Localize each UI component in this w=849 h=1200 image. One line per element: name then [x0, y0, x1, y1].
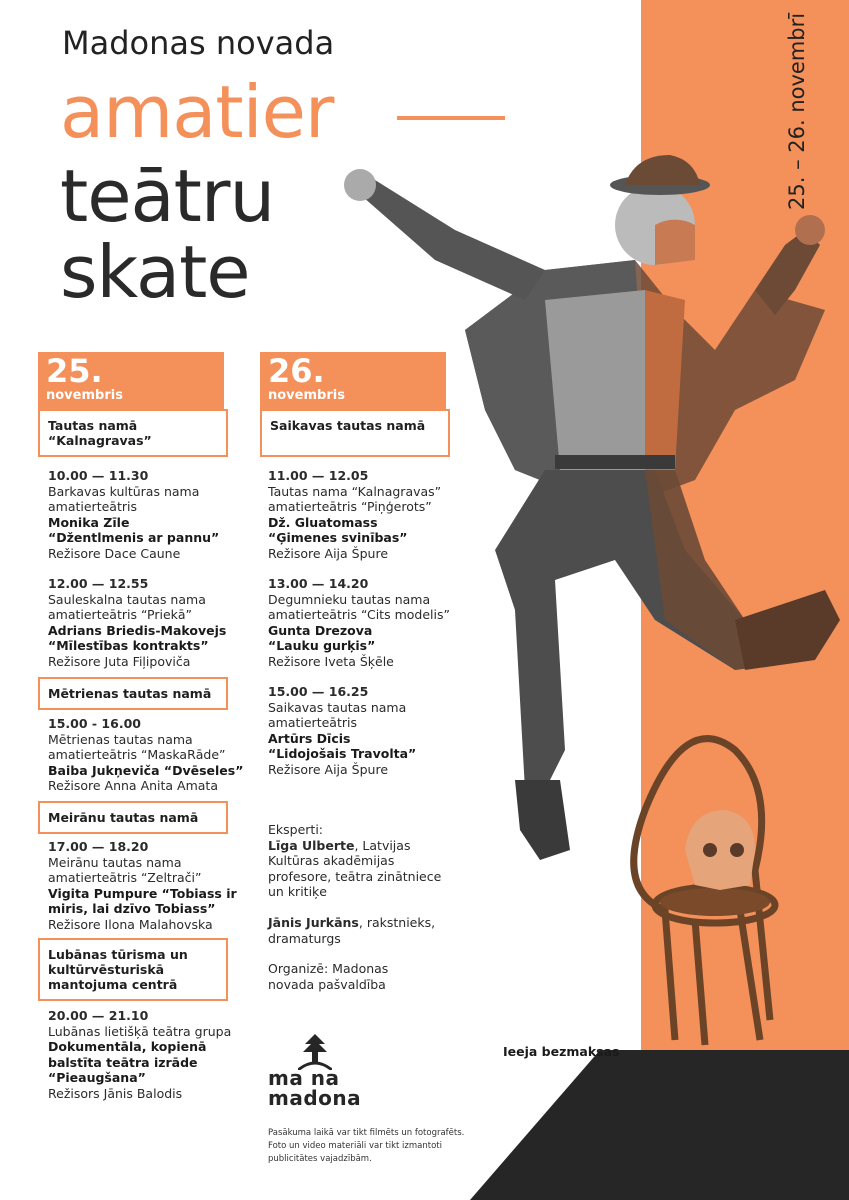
expert-title: profesore, teātra zinātniece [268, 868, 442, 884]
event-play: “Lauku gurķis” [268, 638, 376, 654]
expert-title: , rakstnieks, [358, 914, 436, 930]
experts-label: Eksperti: [268, 822, 323, 837]
event-time: 13.00 — 14.20 [268, 576, 369, 591]
event-director: Režisore Aija Špure [268, 545, 389, 561]
venue-label: Mētrienas tautas namā [48, 686, 212, 701]
event-director: Režisore Iveta Šķēle [268, 653, 394, 669]
event-play: “Lidojošais Travolta” [268, 746, 417, 762]
dark-wedge [470, 1050, 600, 1200]
event-line: amatierteātris [268, 715, 357, 731]
date-range-vertical: 25. – 26. novembrī [785, 12, 809, 210]
expert-title: , Latvijas [354, 837, 411, 853]
event-time: 15.00 - 16.00 [48, 716, 141, 731]
event-play: miris, lai dzīvo Tobiass” [48, 901, 216, 917]
expert-name: Līga Ulberte [268, 837, 355, 853]
event-line: Degumnieku tautas nama [268, 591, 431, 607]
venue-lubanas [38, 938, 228, 1001]
day1-header [38, 352, 224, 409]
event-line: Saikavas tautas nama [268, 699, 407, 715]
event-director: Režisore Anna Anita Amata [48, 778, 218, 794]
event-item [268, 576, 468, 670]
expert-title: un kritiķe [268, 884, 327, 900]
dark-band [600, 1050, 849, 1200]
venue-label: Saikavas tautas namā [270, 418, 426, 433]
event-director: Režisore Dace Caune [48, 545, 181, 561]
day2-month: novembris [268, 388, 345, 403]
title-dash [397, 116, 505, 120]
venue-metrienas [38, 677, 228, 710]
event-play: “Ģimenes svinības” [268, 530, 408, 546]
event-author: Monika Zīle [48, 514, 130, 530]
day1-number: 25. [46, 352, 103, 390]
event-play: Dokumentāla, kopienā [48, 1039, 207, 1055]
event-time: 17.00 — 18.20 [48, 839, 149, 854]
event-director: Režisore Juta Fiļipoviča [48, 653, 191, 669]
event-line: amatierteātris “Cits modelis” [268, 607, 450, 623]
experts-block [268, 822, 458, 992]
event-time: 20.00 — 21.10 [48, 1008, 149, 1023]
title-line-amateur: amatier [60, 70, 334, 154]
venue-saikavas [260, 409, 450, 457]
event-line: amatierteātris “Piņģerots” [268, 499, 432, 515]
event-play: “Mīlestības kontrakts” [48, 638, 209, 654]
event-director: Režisors Jānis Balodis [48, 1085, 183, 1101]
logo-text-line2: madona [268, 1086, 362, 1110]
event-play: balstīta teātra izrāde [48, 1054, 198, 1070]
free-entry-label: Ieeja bezmaksas [503, 1044, 620, 1059]
event-line: amatierteātris “MaskaRāde” [48, 747, 226, 763]
notice-line: Pasākuma laikā var tikt filmēts un fotografēts. [268, 1128, 465, 1138]
event-line: amatierteātris “Zeltrači” [48, 870, 202, 886]
event-item [48, 716, 248, 794]
event-play: “Pieaugšana” [48, 1070, 146, 1086]
venue-label: Tautas namā “Kalnagravas” [48, 418, 152, 448]
event-author: Artūrs Dīcis [268, 730, 351, 746]
venue-meiranu [38, 801, 228, 834]
event-line: Lubānas lietišķā teātra grupa [48, 1023, 232, 1039]
event-author: Adrians Briedis-Makovejs [48, 622, 227, 638]
event-author-play: Vigita Pumpure “Tobiass ir [48, 885, 237, 901]
day2-number: 26. [268, 352, 325, 390]
event-line: Sauleskalna tautas nama [48, 591, 206, 607]
event-line: Meirānu tautas nama [48, 854, 182, 870]
madona-logo [268, 1034, 378, 1108]
notice-line: Foto un video materiāli var tikt izmantoti [268, 1141, 442, 1151]
event-time: 12.00 — 12.55 [48, 576, 149, 591]
event-author-play: Baiba Jukņeviča “Dvēseles” [48, 762, 244, 778]
expert-title: Kultūras akadēmijas [268, 853, 395, 869]
venue-label: Meirānu tautas namā [48, 810, 199, 825]
event-line: amatierteātris “Priekā” [48, 607, 193, 623]
event-play: “Džentlmenis ar pannu” [48, 530, 220, 546]
venue-kalnagravas [38, 409, 228, 457]
organizer-line: novada pašvaldība [268, 976, 386, 992]
event-line: amatierteātris [48, 499, 137, 515]
venue-label: Lubānas tūrisma un kultūrvēsturiskā mantojuma centrā [48, 947, 188, 992]
event-time: 15.00 — 16.25 [268, 684, 369, 699]
event-item [48, 1008, 248, 1102]
filming-notice [268, 1127, 498, 1166]
title-line-review: skate [60, 230, 250, 314]
organizer-line: Organizē: Madonas [268, 961, 389, 977]
day2-header [260, 352, 446, 409]
title-line-theatre: teātru [60, 154, 275, 238]
event-item [268, 468, 468, 562]
event-director: Režisore Aija Špure [268, 761, 389, 777]
event-item [48, 576, 248, 670]
event-item [48, 468, 248, 562]
expert-title: dramaturgs [268, 930, 341, 946]
event-time: 10.00 — 11.30 [48, 468, 149, 483]
event-line: Mētrienas tautas nama [48, 731, 193, 747]
logo-text-line1: ma na [268, 1066, 340, 1090]
event-item [268, 684, 468, 778]
title-line-region: Madonas novada [62, 24, 335, 62]
event-line: Tautas nama “Kalnagravas” [268, 483, 442, 499]
event-author: Gunta Drezova [268, 622, 373, 638]
notice-line: publicitātes vajadzībām. [268, 1154, 372, 1164]
event-time: 11.00 — 12.05 [268, 468, 369, 483]
event-item [48, 839, 248, 933]
expert-name: Jānis Jurkāns [268, 914, 359, 930]
event-director: Režisore Ilona Malahovska [48, 916, 213, 932]
tree-icon [298, 1034, 332, 1070]
event-author: Dž. Gluatomass [268, 514, 378, 530]
day1-month: novembris [46, 388, 123, 403]
event-line: Barkavas kultūras nama [48, 483, 200, 499]
